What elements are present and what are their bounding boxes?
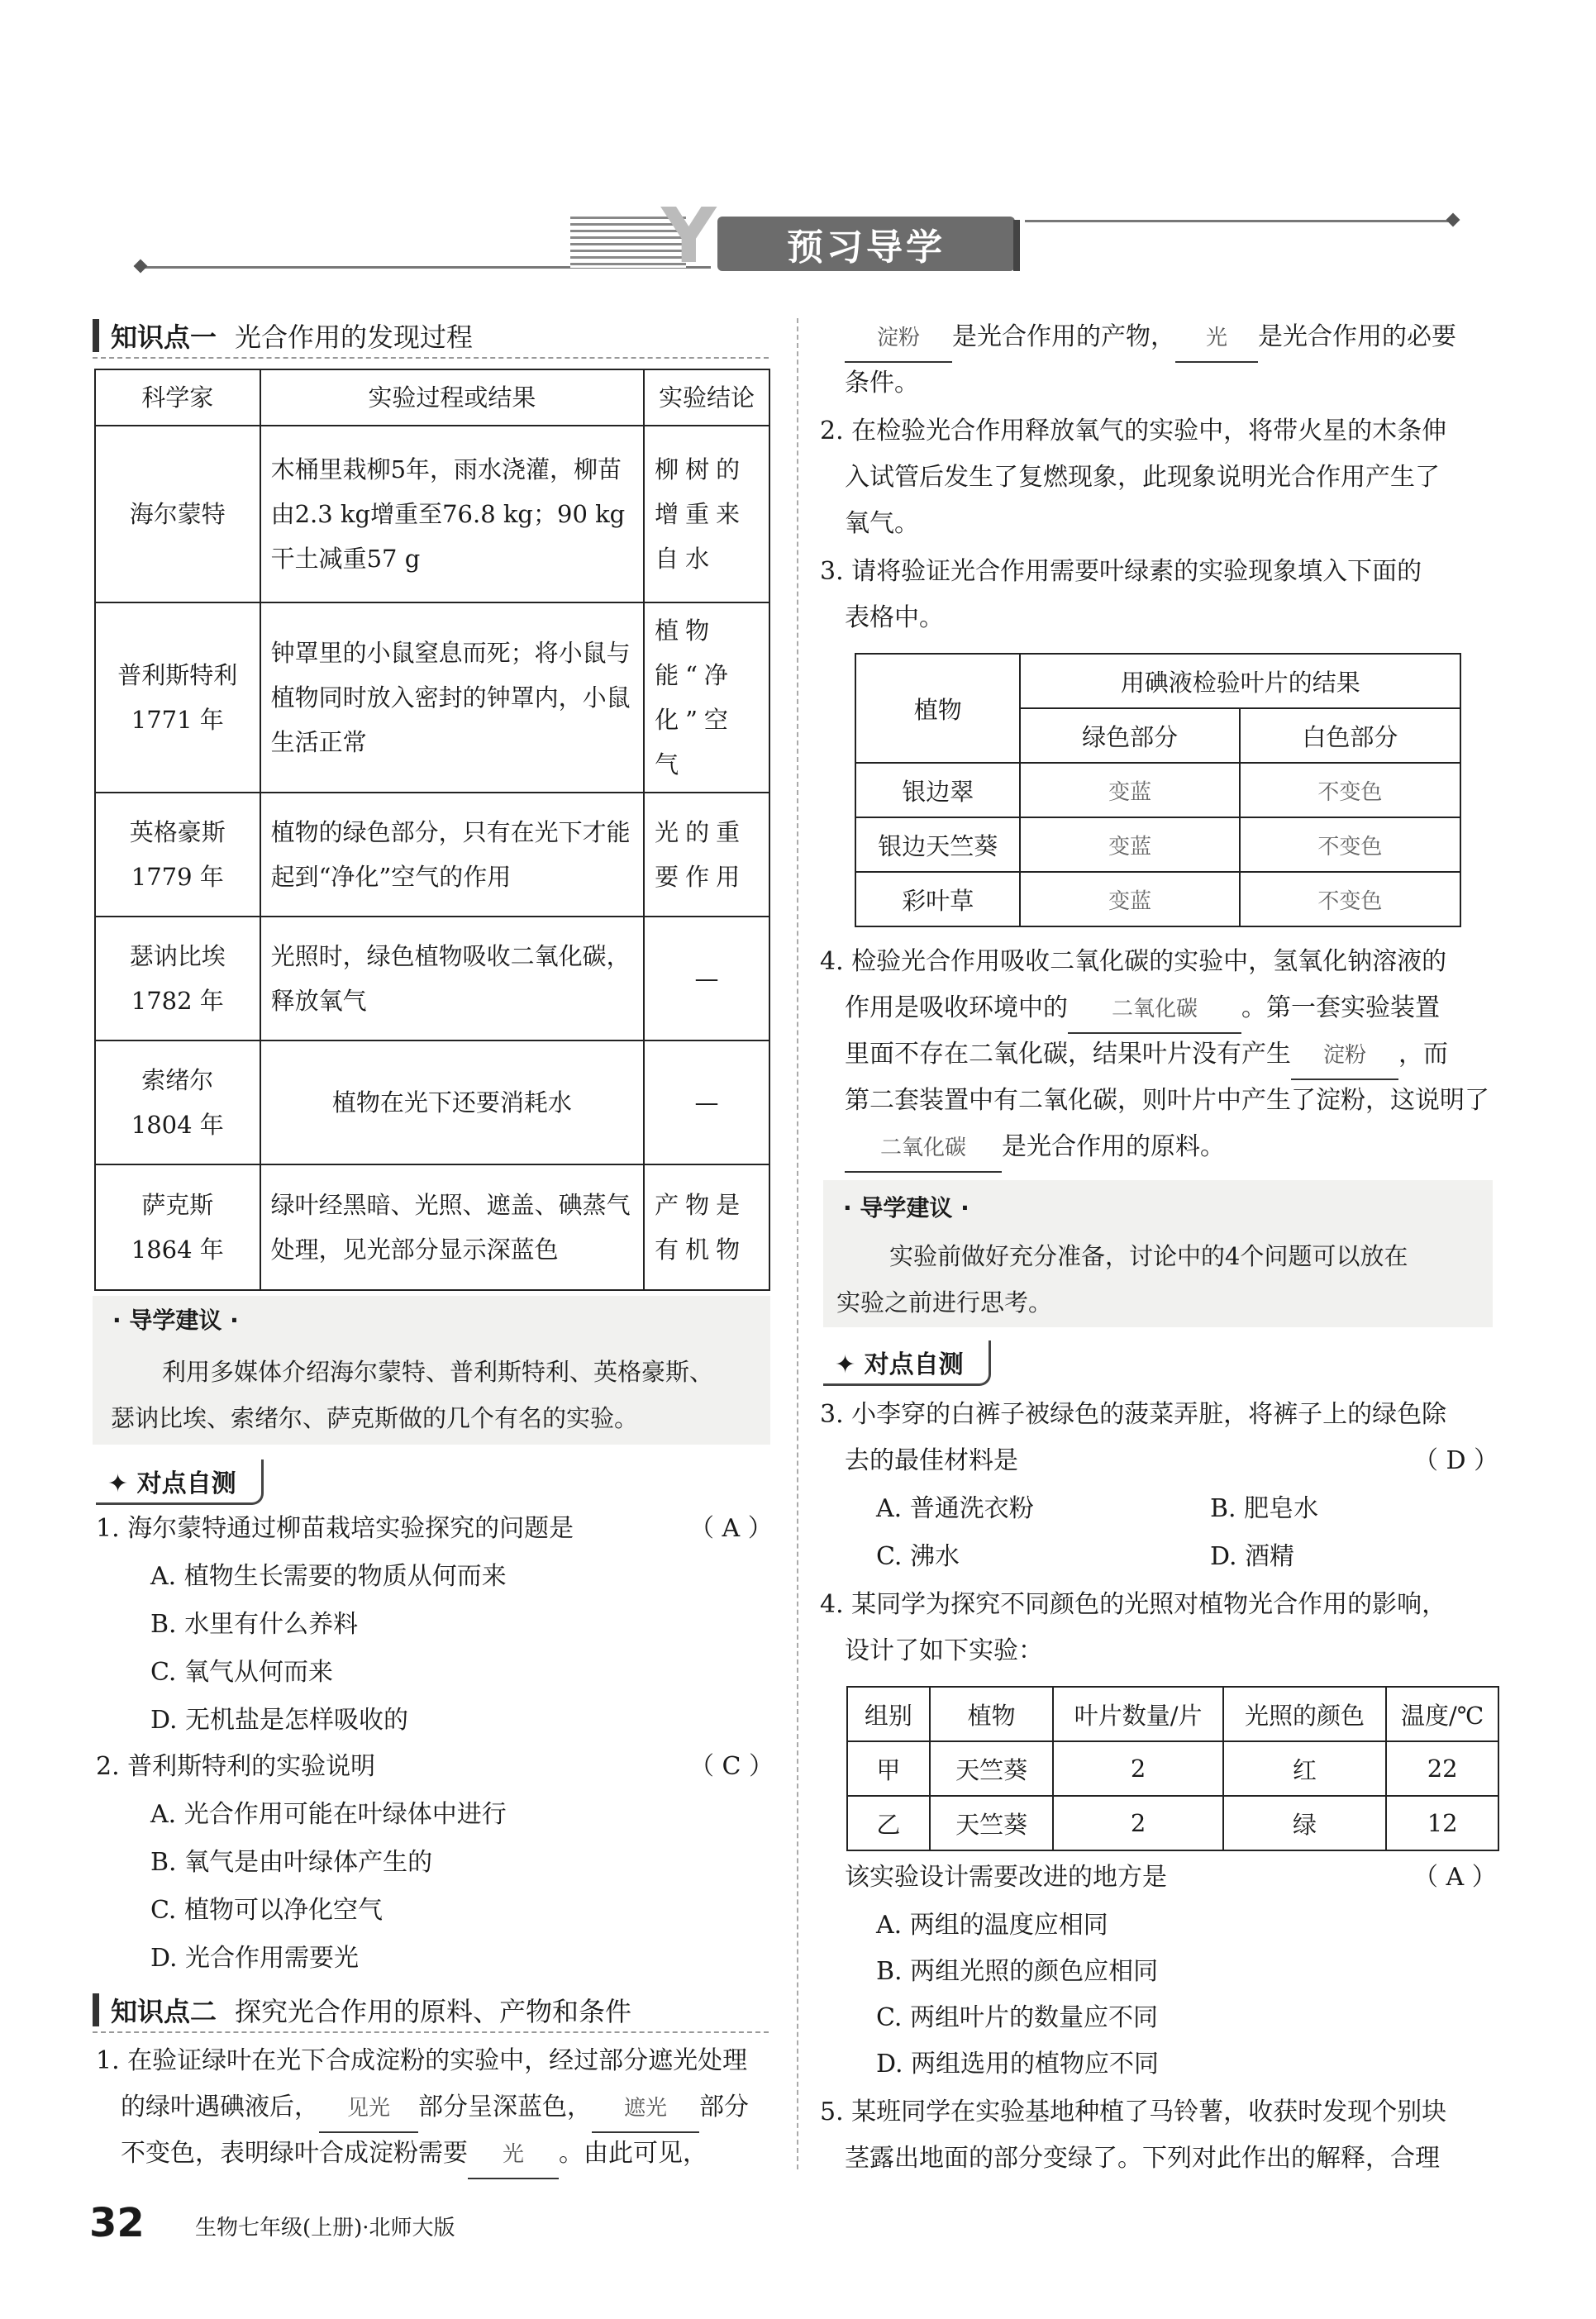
conclusion-cell: — (644, 1040, 769, 1164)
scientist-year: 1864 年 (131, 1236, 224, 1264)
plant-cell: 彩叶草 (855, 872, 1020, 926)
kp2-q4-text: ，而 (1398, 1040, 1448, 1069)
self-test-heading-2 (823, 1340, 991, 1386)
q2-stem: 2. 普利斯特利的实验说明 (96, 1752, 376, 1781)
blank-starch: 淀粉 (1291, 1032, 1398, 1080)
green-result: 变蓝 (1020, 763, 1239, 817)
st2-q4-option-d: D. 两组选用的植物应不同 (876, 2050, 1160, 2079)
kp2-q2-line1: 2. 在检验光合作用释放氧气的实验中，将带火星的木条伸 (820, 417, 1447, 445)
banner-end-bar (1013, 220, 1020, 271)
banner-title: 预习导学 (787, 226, 946, 269)
self-test-label-1: 对点自测 (136, 1469, 236, 1498)
scientist-name: 萨克斯 (141, 1191, 214, 1219)
scientist-year: 1804 年 (131, 1111, 224, 1139)
header-white: 白色部分 (1240, 708, 1460, 763)
q2-option-a: A. 光合作用可能在叶绿体中进行 (150, 1800, 507, 1829)
scientist-year: 1779 年 (131, 863, 224, 891)
kp2-q3-line1: 3. 请将验证光合作用需要叶绿素的实验现象填入下面的 (820, 557, 1422, 586)
st2-q3-option-b: B. 肥皂水 (1210, 1494, 1319, 1523)
advice-text-2b: 实验之前进行思考。 (836, 1288, 1053, 1317)
q1-option-d: D. 无机盐是怎样吸收的 (150, 1706, 409, 1735)
green-result: 变蓝 (1020, 872, 1239, 926)
kp2-heading (93, 1988, 769, 2033)
st2-q3-line2: 去的最佳材料是 (845, 1446, 1018, 1475)
scientist-cell (95, 793, 260, 917)
star-icon: ✦ (107, 1469, 137, 1498)
table-cell: 22 (1386, 1741, 1498, 1796)
white-result: 不变色 (1240, 763, 1460, 817)
kp2-q1-text: 是光合作用的产物， (952, 322, 1175, 351)
kp2-q1-text: 部分 (699, 2093, 749, 2121)
kp2-q1-line2 (121, 2084, 749, 2133)
q1-stem: 1. 海尔蒙特通过柳苗栽培实验探究的问题是 (96, 1514, 574, 1543)
process-cell: 光照时，绿色植物吸收二氧化碳，释放氧气 (260, 917, 645, 1040)
kp2-q3-line2: 表格中。 (845, 603, 944, 632)
st2-q3-answer: （ D ） (1413, 1446, 1499, 1475)
table-row (855, 872, 1460, 926)
table-cell: 红 (1223, 1741, 1386, 1796)
table-header-row (847, 1687, 1498, 1741)
diamond-left-icon (134, 260, 148, 274)
table-cell: 2 (1053, 1741, 1222, 1796)
kp2-q1-text: 是光合作用的必要 (1258, 322, 1456, 351)
conclusion-cell: 产物是有机物 (644, 1164, 769, 1290)
header-green: 绿色部分 (1020, 708, 1239, 763)
kp2-q1-text: 。由此可见， (559, 2139, 707, 2168)
table-cell: 甲 (847, 1741, 930, 1796)
star-icon: ✦ (835, 1350, 865, 1379)
table-cell: 绿 (1223, 1796, 1386, 1850)
header-scientist: 科学家 (95, 369, 260, 426)
kp2-q1-line3 (121, 2131, 707, 2179)
table-cell: 天竺葵 (930, 1741, 1054, 1796)
scientist-name: 海尔蒙特 (129, 500, 226, 528)
conclusion-cell: 植物能“净化”空气 (644, 602, 769, 793)
blank-raw-material: 二氧化碳 (845, 1125, 1002, 1173)
green-result: 变蓝 (1020, 817, 1239, 872)
kp2-title: 知识点二 (111, 1996, 217, 2027)
plant-cell: 银边翠 (855, 763, 1020, 817)
table-row (855, 763, 1460, 817)
advice-label-1: · 导学建议 · (112, 1307, 239, 1334)
st2-q4-answer: （ A ） (1413, 1863, 1497, 1892)
kp2-q1-line5: 条件。 (845, 369, 919, 398)
blank-product: 淀粉 (845, 315, 952, 363)
kp2-q1-line1: 1. 在验证绿叶在光下合成淀粉的实验中，经过部分遮光处理 (96, 2046, 748, 2075)
header-plant: 植物 (930, 1687, 1054, 1741)
q2-option-b: B. 氧气是由叶绿体产生的 (150, 1848, 433, 1877)
kp2-q4-text: 。第一套实验装置 (1241, 993, 1440, 1022)
scientist-cell (95, 917, 260, 1040)
advice-text-1a: 利用多媒体介绍海尔蒙特、普利斯特利、英格豪斯、 (162, 1358, 714, 1386)
diamond-right-icon (1446, 213, 1460, 227)
kp2-q4-line3 (845, 1031, 1448, 1080)
st2-q3-option-c: C. 沸水 (876, 1542, 960, 1571)
kp2-q2-line2: 入试管后发生了复燃现象，此现象说明光合作用产生了 (845, 463, 1440, 492)
q1-answer: （ A ） (689, 1514, 773, 1543)
white-result: 不变色 (1240, 817, 1460, 872)
st2-q3-option-a: A. 普通洗衣粉 (876, 1494, 1034, 1523)
kp2-q4-line1: 4. 检验光合作用吸收二氧化碳的实验中，氢氧化钠溶液的 (820, 947, 1447, 976)
scientist-year: 1782 年 (131, 987, 224, 1015)
conclusion-cell: — (644, 917, 769, 1040)
plant-cell: 银边天竺葵 (855, 817, 1020, 872)
blank-shaded-part: 遮光 (592, 2085, 699, 2133)
table-row (847, 1741, 1498, 1796)
self-test-label-2: 对点自测 (864, 1350, 964, 1379)
kp2-q1-line4 (845, 314, 1456, 363)
table-cell: 12 (1386, 1796, 1498, 1850)
q2-option-d: D. 光合作用需要光 (150, 1944, 360, 1973)
st2-q3-line1: 3. 小李穿的白裤子被绿色的菠菜弄脏，将裤子上的绿色除 (820, 1400, 1447, 1429)
scientist-name: 普利斯特利 (117, 661, 238, 689)
self-test-heading-1 (96, 1459, 264, 1505)
header-group: 组别 (847, 1687, 930, 1741)
table-header-row (855, 654, 1460, 708)
page-number: 32 (89, 2200, 145, 2246)
kp1-subtitle: 光合作用的发现过程 (235, 321, 474, 353)
kp2-q4-line5 (845, 1124, 1225, 1173)
kp2-bar (93, 1993, 99, 2026)
kp1-bar (93, 319, 99, 352)
blank-condition: 光 (1175, 315, 1258, 363)
q2-answer: （ C ） (689, 1752, 774, 1781)
table-header-row (95, 369, 769, 426)
blank-lit-part: 见光 (319, 2085, 418, 2133)
process-cell: 绿叶经黑暗、光照、遮盖、碘蒸气处理，见光部分显示深蓝色 (260, 1164, 645, 1290)
q1-option-a: A. 植物生长需要的物质从何而来 (150, 1562, 507, 1591)
process-cell: 植物的绿色部分，只有在光下才能起到“净化”空气的作用 (260, 793, 645, 917)
st2-q3-option-d: D. 酒精 (1210, 1542, 1295, 1571)
advice-text-2a: 实验前做好充分准备，讨论中的4个问题可以放在 (889, 1242, 1408, 1270)
st2-q4-line2: 设计了如下实验： (845, 1636, 1043, 1665)
conclusion-cell: 柳树的增重来自水 (644, 426, 769, 602)
scientist-cell (95, 602, 260, 793)
scientist-cell (95, 1040, 260, 1164)
q1-option-c: C. 氧气从何而来 (150, 1658, 333, 1687)
table-row (95, 917, 769, 1040)
scientist-cell (95, 1164, 260, 1290)
table-row (95, 602, 769, 793)
column-divider (797, 318, 798, 2169)
table-row (95, 426, 769, 602)
blank-light-needed: 光 (468, 2131, 559, 2179)
scientist-cell (95, 426, 260, 602)
kp2-q4-text: 里面不存在二氧化碳，结果叶片没有产生 (845, 1040, 1291, 1069)
kp2-q2-line3: 氧气。 (845, 509, 919, 538)
st2-q5-line2: 茎露出地面的部分变绿了。下列对此作出的解释，合理 (845, 2144, 1440, 2173)
kp1-title: 知识点一 (111, 321, 217, 353)
kp2-q4-text: 是光合作用的原料。 (1002, 1132, 1225, 1161)
header-leaf-count: 叶片数量/片 (1053, 1687, 1222, 1741)
q1-option-b: B. 水里有什么养料 (150, 1610, 359, 1639)
header-process: 实验过程或结果 (260, 369, 645, 426)
table-row (95, 1164, 769, 1290)
conclusion-cell: 光的重要作用 (644, 793, 769, 917)
book-title: 生物七年级(上册)·北师大版 (195, 2216, 455, 2240)
kp2-q1-text: 不变色，表明绿叶合成淀粉需要 (121, 2139, 468, 2168)
kp2-q4-line2 (845, 985, 1440, 1034)
table-cell: 天竺葵 (930, 1796, 1054, 1850)
table-row (95, 1040, 769, 1164)
chlorophyll-table (855, 653, 1461, 927)
st2-q5-line1: 5. 某班同学在实验基地种植了马铃薯，收获时发现个别块 (820, 2098, 1447, 2126)
table-row (855, 817, 1460, 872)
banner-letter: Y (661, 192, 717, 280)
scientist-year: 1771 年 (131, 706, 224, 734)
st2-q4-stem: 该实验设计需要改进的地方是 (845, 1863, 1167, 1892)
header-conclusion: 实验结论 (644, 369, 769, 426)
table-cell: 2 (1053, 1796, 1222, 1850)
header-temperature: 温度/℃ (1386, 1687, 1498, 1741)
table-row (847, 1796, 1498, 1850)
header-result: 用碘液检验叶片的结果 (1020, 654, 1460, 708)
advice-label-2: · 导学建议 · (843, 1194, 970, 1221)
st2-q4-option-c: C. 两组叶片的数量应不同 (876, 2003, 1158, 2032)
process-cell: 木桶里栽柳5年，雨水浇灌，柳苗由2.3 kg增重至76.8 kg；90 kg干土减重57 g (260, 426, 645, 602)
banner (717, 217, 1015, 271)
blank-absorb: 二氧化碳 (1068, 986, 1241, 1034)
kp1-heading (93, 314, 769, 359)
process-cell: 钟罩里的小鼠窒息而死；将小鼠与植物同时放入密封的钟罩内，小鼠生活正常 (260, 602, 645, 793)
scientist-name: 瑟讷比埃 (129, 942, 226, 970)
st2-q4-option-b: B. 两组光照的颜色应相同 (876, 1957, 1159, 1986)
top-rule-right (1025, 220, 1455, 222)
kp2-q1-text: 的绿叶遇碘液后， (121, 2093, 319, 2121)
kp2-q4-text: 作用是吸收环境中的 (845, 993, 1068, 1022)
process-cell: 植物在光下还要消耗水 (260, 1040, 645, 1164)
q2-option-c: C. 植物可以净化空气 (150, 1896, 383, 1925)
header-light-color: 光照的颜色 (1223, 1687, 1386, 1741)
light-color-table (846, 1686, 1499, 1851)
table-row (95, 793, 769, 917)
table-cell: 乙 (847, 1796, 930, 1850)
white-result: 不变色 (1240, 872, 1460, 926)
kp2-subtitle: 探究光合作用的原料、产物和条件 (235, 1996, 632, 2027)
kp2-q1-text: 部分呈深蓝色， (418, 2093, 592, 2121)
scientist-table (94, 369, 770, 1291)
advice-text-1b: 瑟讷比埃、索绪尔、萨克斯做的几个有名的实验。 (111, 1404, 639, 1432)
st2-q4-option-a: A. 两组的温度应相同 (876, 1911, 1108, 1940)
header-plant: 植物 (855, 654, 1020, 763)
st2-q4-line1: 4. 某同学为探究不同颜色的光照对植物光合作用的影响， (820, 1590, 1447, 1619)
scientist-name: 英格豪斯 (129, 818, 226, 846)
kp2-q4-line4: 第二套装置中有二氧化碳，则叶片中产生了淀粉，这说明了 (845, 1086, 1489, 1115)
scientist-name: 索绪尔 (141, 1066, 214, 1094)
